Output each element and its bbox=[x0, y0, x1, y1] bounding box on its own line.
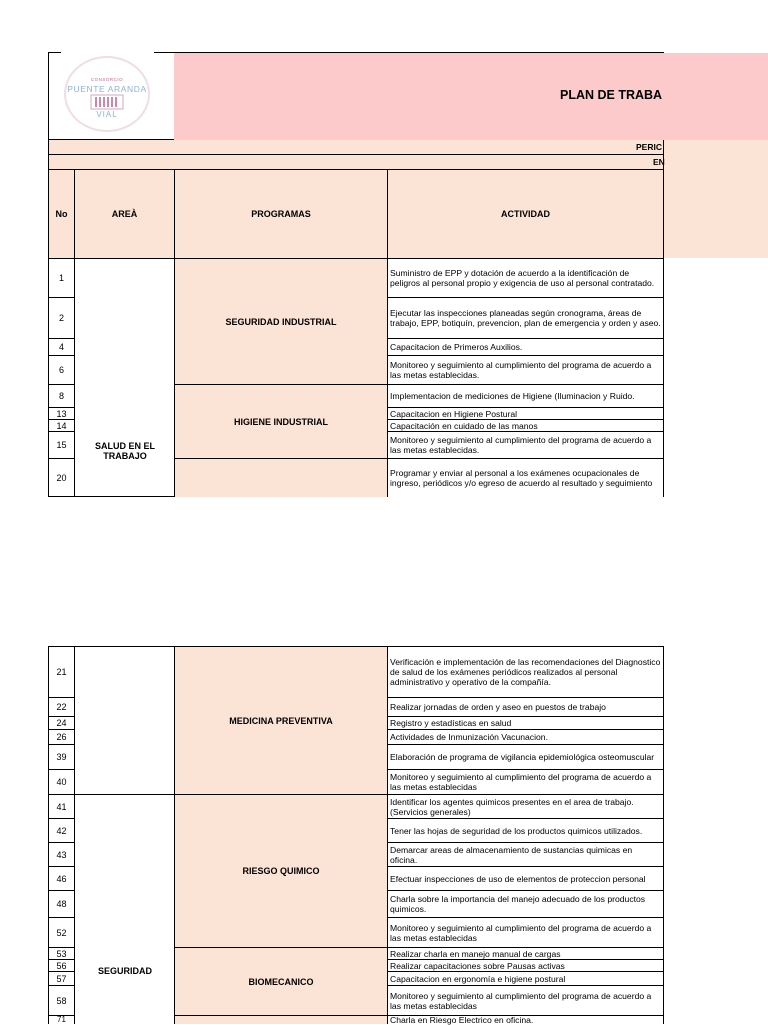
row-number: 53 bbox=[48, 948, 75, 960]
activity-cell: Realizar capacitaciones sobre Pausas activas bbox=[388, 960, 664, 972]
program-medicina-preventiva: MEDICINA PREVENTIVA bbox=[175, 646, 388, 795]
activity-cell: Ejecutar las inspecciones planeadas según cronograma, áreas de trabajo, EPP, botiquín, prevencion, plan de emergencia y orden y aseo. bbox=[388, 298, 664, 339]
row-number: 71 bbox=[48, 1016, 75, 1024]
row-number: 21 bbox=[48, 646, 75, 698]
program-riesgo-quimico: RIESGO QUIMICO bbox=[175, 795, 388, 948]
program-next bbox=[175, 1016, 388, 1024]
activity-cell: Capacitacion de Primeros Auxilios. bbox=[388, 339, 664, 356]
activity-cell: Capacitacion en Higiene Postural bbox=[388, 408, 664, 420]
activity-cell: Programar y enviar al personal a los exámenes ocupacionales de ingreso, periódicos y/o egreso de acuerdo al resultado y seguimiento bbox=[388, 459, 664, 497]
activity-cell: Realizar charla en manejo manual de cargas bbox=[388, 948, 664, 960]
activity-cell: Registro y estadísticas en salud bbox=[388, 717, 664, 730]
row-number: 41 bbox=[48, 795, 75, 819]
row-number: 52 bbox=[48, 918, 75, 948]
activity-cell: Capacitacion en ergonomía e higiene postural bbox=[388, 972, 664, 986]
title-band bbox=[174, 53, 768, 140]
row-number: 57 bbox=[48, 972, 75, 986]
area-seguridad-label: SEGURIDAD bbox=[97, 966, 152, 976]
activity-cell: Suministro de EPP y dotación de acuerdo a la identificación de peligros al personal propio y exigencia de uso al personal contratado. bbox=[388, 259, 664, 298]
row-number: 13 bbox=[48, 408, 75, 420]
row-number: 1 bbox=[48, 259, 75, 298]
row-number: 39 bbox=[48, 745, 75, 770]
row-number: 46 bbox=[48, 867, 75, 891]
program-seguridad-industrial: SEGURIDAD INDUSTRIAL bbox=[175, 259, 388, 385]
row-number: 24 bbox=[48, 717, 75, 730]
row-number: 14 bbox=[48, 420, 75, 432]
logo-barcode-icon bbox=[90, 94, 124, 110]
col-header-activity: ACTIVIDAD bbox=[388, 170, 664, 259]
activity-cell: Elaboración de programa de vigilancia epidemiológica osteomuscular bbox=[388, 745, 664, 770]
row-number: 42 bbox=[48, 819, 75, 843]
activity-cell: Demarcar areas de almacenamiento de sustancias quimicas en oficina. bbox=[388, 843, 664, 867]
row-number: 20 bbox=[48, 459, 75, 497]
row-number: 26 bbox=[48, 730, 75, 745]
program-biomecanico: BIOMECANICO bbox=[175, 948, 388, 1016]
activity-cell: Capacitación en cuidado de las manos bbox=[388, 420, 664, 432]
period-row bbox=[48, 140, 664, 155]
row-number: 58 bbox=[48, 986, 75, 1016]
program-higiene-industrial: HIGIENE INDUSTRIAL bbox=[175, 385, 388, 459]
row-number: 15 bbox=[48, 432, 75, 459]
program-medicina-top bbox=[175, 459, 388, 497]
row-number: 4 bbox=[48, 339, 75, 356]
logo-main-text: PUENTE ARANDA bbox=[67, 84, 147, 94]
activity-cell: Monitoreo y seguimiento al cumplimiento del programa de acuerdo a las metas establecidas bbox=[388, 770, 664, 795]
activity-cell: Charla sobre la importancia del manejo adecuado de los productos quimicos. bbox=[388, 891, 664, 918]
logo-small-text: CONSORCIO bbox=[90, 77, 124, 82]
entity-label: EN bbox=[653, 157, 665, 167]
activity-cell: Monitoreo y seguimiento al cumplimiento del programa de acuerdo a las metas establecidas. bbox=[388, 432, 664, 459]
row-number: 8 bbox=[48, 385, 75, 408]
area-cell-salud-cont bbox=[75, 646, 175, 795]
activity-cell: Monitoreo y seguimiento al cumplimiento del programa de acuerdo a las metas establecidas bbox=[388, 918, 664, 948]
row-number: 56 bbox=[48, 960, 75, 972]
area-cell-seguridad bbox=[75, 795, 175, 1024]
col-header-programs: PROGRAMAS bbox=[175, 170, 388, 259]
activity-cell: Identificar los agentes quimicos presentes en el area de trabajo. (Servicios generales) bbox=[388, 795, 664, 819]
row-number: 43 bbox=[48, 843, 75, 867]
activity-cell: Actividades de Inmunización Vacunacion. bbox=[388, 730, 664, 745]
entity-row bbox=[48, 155, 664, 170]
col-header-no: No bbox=[48, 170, 75, 259]
activity-cell: Verificación e implementación de las recomendaciones del Diagnostico de salud de los exámenes periódicos realizados al personal administrativo y operativo de la compañía. bbox=[388, 646, 664, 698]
activity-cell: Efectuar inspecciones de uso de elementos de proteccion personal bbox=[388, 867, 664, 891]
plan-title: PLAN DE TRABA bbox=[560, 88, 663, 102]
activity-cell: Implementacion de mediciones de Higiene (Iluminacion y Ruido. bbox=[388, 385, 664, 408]
area-salud-label: SALUD EN EL TRABAJO bbox=[94, 441, 155, 461]
activity-cell: Tener las hojas de seguridad de los productos quimicos utilizados. bbox=[388, 819, 664, 843]
col-header-area: AREÀ bbox=[75, 170, 175, 259]
period-label: PERIC bbox=[636, 142, 662, 152]
logo-sub-text: VIAL bbox=[96, 110, 118, 119]
activity-cell: Charla en Riesgo Electrico en oficina. bbox=[388, 1016, 664, 1024]
header-top-line-left bbox=[48, 52, 61, 53]
row-number: 40 bbox=[48, 770, 75, 795]
activity-cell: Monitoreo y seguimiento al cumplimiento del programa de acuerdo a las metas establecidas. bbox=[388, 356, 664, 385]
row-number: 2 bbox=[48, 298, 75, 339]
activity-cell: Monitoreo y seguimiento al cumplimiento del programa de acuerdo a las metas establecidas bbox=[388, 986, 664, 1016]
row-number: 22 bbox=[48, 698, 75, 717]
peach-band bbox=[664, 140, 768, 258]
row-number: 6 bbox=[48, 356, 75, 385]
row-number: 48 bbox=[48, 891, 75, 918]
activity-cell: Realizar jornadas de orden y aseo en puestos de trabajo bbox=[388, 698, 664, 717]
